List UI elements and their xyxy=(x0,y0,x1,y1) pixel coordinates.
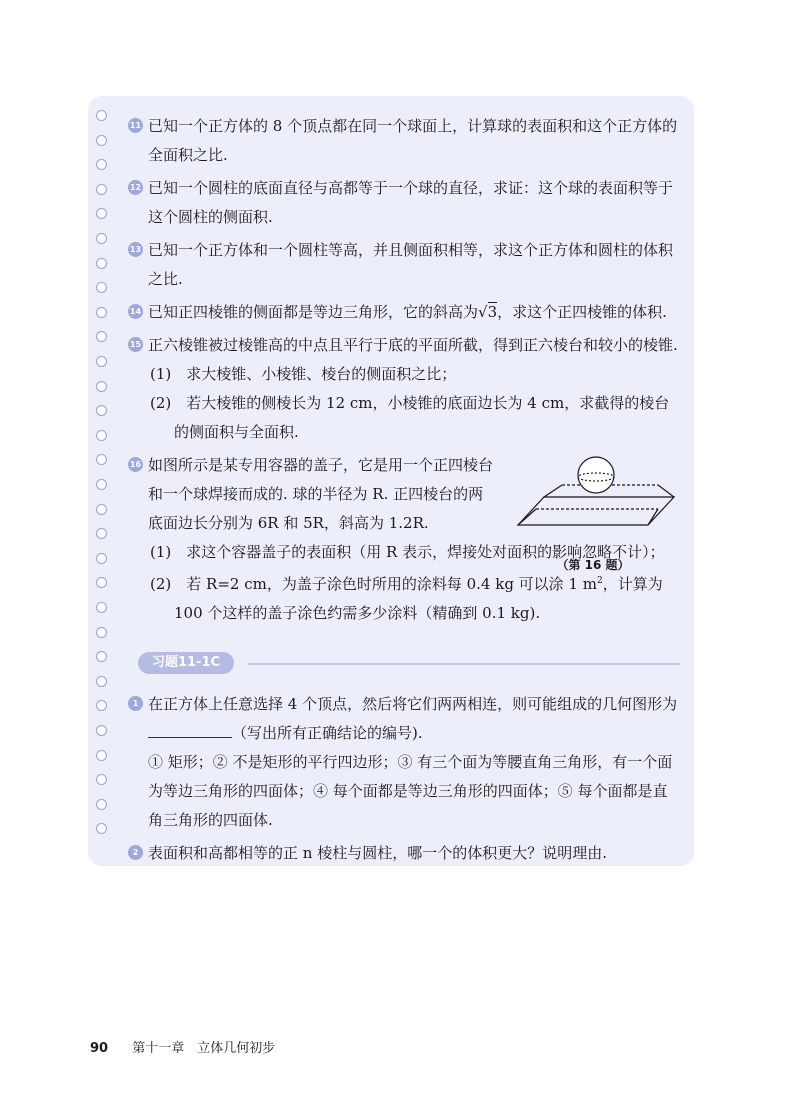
frustum-sphere-diagram xyxy=(508,453,678,543)
sub-question xyxy=(148,389,680,447)
problem-13 xyxy=(128,236,680,294)
binder-hole xyxy=(96,282,107,293)
problem-number-badge: 2 xyxy=(128,845,143,860)
sub-text: 求这个容器盖子的表面积（用 R 表示，焊接处对面积的影响忽略不计）； xyxy=(186,543,665,561)
binder-hole xyxy=(96,750,107,761)
sub-label: (2) xyxy=(150,575,172,593)
binder-hole xyxy=(96,528,107,539)
sub-text: 若大棱锥的侧棱长为 12 cm，小棱锥的底面边长为 4 cm，求截得的棱台的侧面积与全面积. xyxy=(174,394,670,441)
binder-hole xyxy=(96,454,107,465)
binder-hole xyxy=(96,504,107,515)
binder-hole xyxy=(96,405,107,416)
answer-blank xyxy=(148,721,232,738)
superscript: 2 xyxy=(597,576,603,586)
chapter-title: 第十一章 立体几何初步 xyxy=(132,1041,276,1056)
sqrt-symbol: √ xyxy=(478,303,488,321)
container-lid-figure xyxy=(508,453,678,580)
problem-14 xyxy=(128,298,680,327)
sub-label: (2) xyxy=(150,394,172,412)
sub-label: (1) xyxy=(150,365,172,383)
problem-11 xyxy=(128,112,680,170)
sub-question xyxy=(148,360,680,389)
problem-number-badge: 16 xyxy=(128,457,143,472)
binder-hole xyxy=(96,430,107,441)
binder-hole xyxy=(96,233,107,244)
sub-text-end: ，计算为 100 个这样的盖子涂色约需多少涂料（精确到 0.1 kg). xyxy=(174,575,663,622)
exercise-section-header xyxy=(128,648,680,680)
binder-hole xyxy=(96,799,107,810)
answer-options: ① 矩形；② 不是矩形的平行四边形；③ 有三个面为等腰直角三角形，有一个面为等边三角形的四面体；④ 每个面都是等边三角形的四面体；⑤ 每个面都是直角三角形的四面体. xyxy=(148,753,673,829)
binder-hole xyxy=(96,258,107,269)
problem-number-badge: 13 xyxy=(128,242,143,257)
binder-hole xyxy=(96,553,107,564)
problem-text: 在正方体上任意选择 4 个顶点，然后将它们两两相连，则可能组成的几何图形为 xyxy=(148,695,678,713)
problem-text: 已知一个圆柱的底面直径与高都等于一个球的直径，求证：这个球的表面积等于这个圆柱的侧面积. xyxy=(148,179,674,226)
binder-hole xyxy=(96,184,107,195)
binder-hole xyxy=(96,725,107,736)
c-problem-1 xyxy=(128,690,680,835)
binder-hole xyxy=(96,602,107,613)
binder-holes xyxy=(96,110,110,850)
content-area xyxy=(128,112,680,872)
problem-number-badge: 15 xyxy=(128,337,143,352)
binder-hole xyxy=(96,627,107,638)
binder-hole xyxy=(96,381,107,392)
binder-hole xyxy=(96,159,107,170)
c-problem-2 xyxy=(128,839,680,868)
binder-hole xyxy=(96,577,107,588)
sub-text: 求大棱锥、小棱锥、棱台的侧面积之比； xyxy=(186,365,457,383)
problem-text: 如图所示是某专用容器的盖子，它是用一个正四棱台和一个球焊接而成的. 球的半径为 R. 正四棱台的两底面边长分别为 6R 和 5R，斜高为 1.2R. xyxy=(148,456,494,532)
sub-label: (1) xyxy=(150,543,172,561)
binder-hole xyxy=(96,479,107,490)
problem-15 xyxy=(128,331,680,447)
problem-16 xyxy=(128,451,680,628)
page-number: 90 xyxy=(90,1041,109,1056)
binder-hole xyxy=(96,700,107,711)
problem-number-badge: 1 xyxy=(128,696,143,711)
problem-text-end: ，求这个正四棱锥的体积. xyxy=(497,303,667,321)
binder-hole xyxy=(96,651,107,662)
binder-hole xyxy=(96,823,107,834)
binder-hole xyxy=(96,331,107,342)
binder-hole xyxy=(96,676,107,687)
section-divider xyxy=(248,663,680,665)
sub-text: 若 R=2 cm，为盖子涂色时所用的涂料每 0.4 kg 可以涂 1 m xyxy=(186,575,597,593)
figure-caption: （第 16 题） xyxy=(556,558,630,572)
problem-text-end: （写出所有正确结论的编号). xyxy=(232,724,423,742)
problem-text: 表面积和高都相等的正 n 棱柱与圆柱，哪一个的体积更大？说明理由. xyxy=(148,844,607,862)
binder-hole xyxy=(96,208,107,219)
binder-hole xyxy=(96,307,107,318)
problem-text: 正六棱锥被过棱锥高的中点且平行于底的平面所截，得到正六棱台和较小的棱锥. xyxy=(148,336,678,354)
problem-number-badge: 12 xyxy=(128,180,143,195)
problem-text: 已知正四棱锥的侧面都是等边三角形，它的斜高为 xyxy=(148,303,479,321)
binder-hole xyxy=(96,110,107,121)
radicand: 3 xyxy=(487,303,498,321)
problem-number-badge: 14 xyxy=(128,304,143,319)
problem-text: 已知一个正方体的 8 个顶点都在同一个球面上，计算球的表面积和这个正方体的全面积之比. xyxy=(148,117,678,164)
binder-hole xyxy=(96,774,107,785)
problem-12 xyxy=(128,174,680,232)
binder-hole xyxy=(96,356,107,367)
section-title-badge: 习题11-1C xyxy=(138,652,234,674)
binder-hole xyxy=(96,135,107,146)
problem-number-badge: 11 xyxy=(128,118,143,133)
problem-text: 已知一个正方体和一个圆柱等高，并且侧面积相等，求这个正方体和圆柱的体积之比. xyxy=(148,241,674,288)
page-footer xyxy=(90,1037,275,1056)
